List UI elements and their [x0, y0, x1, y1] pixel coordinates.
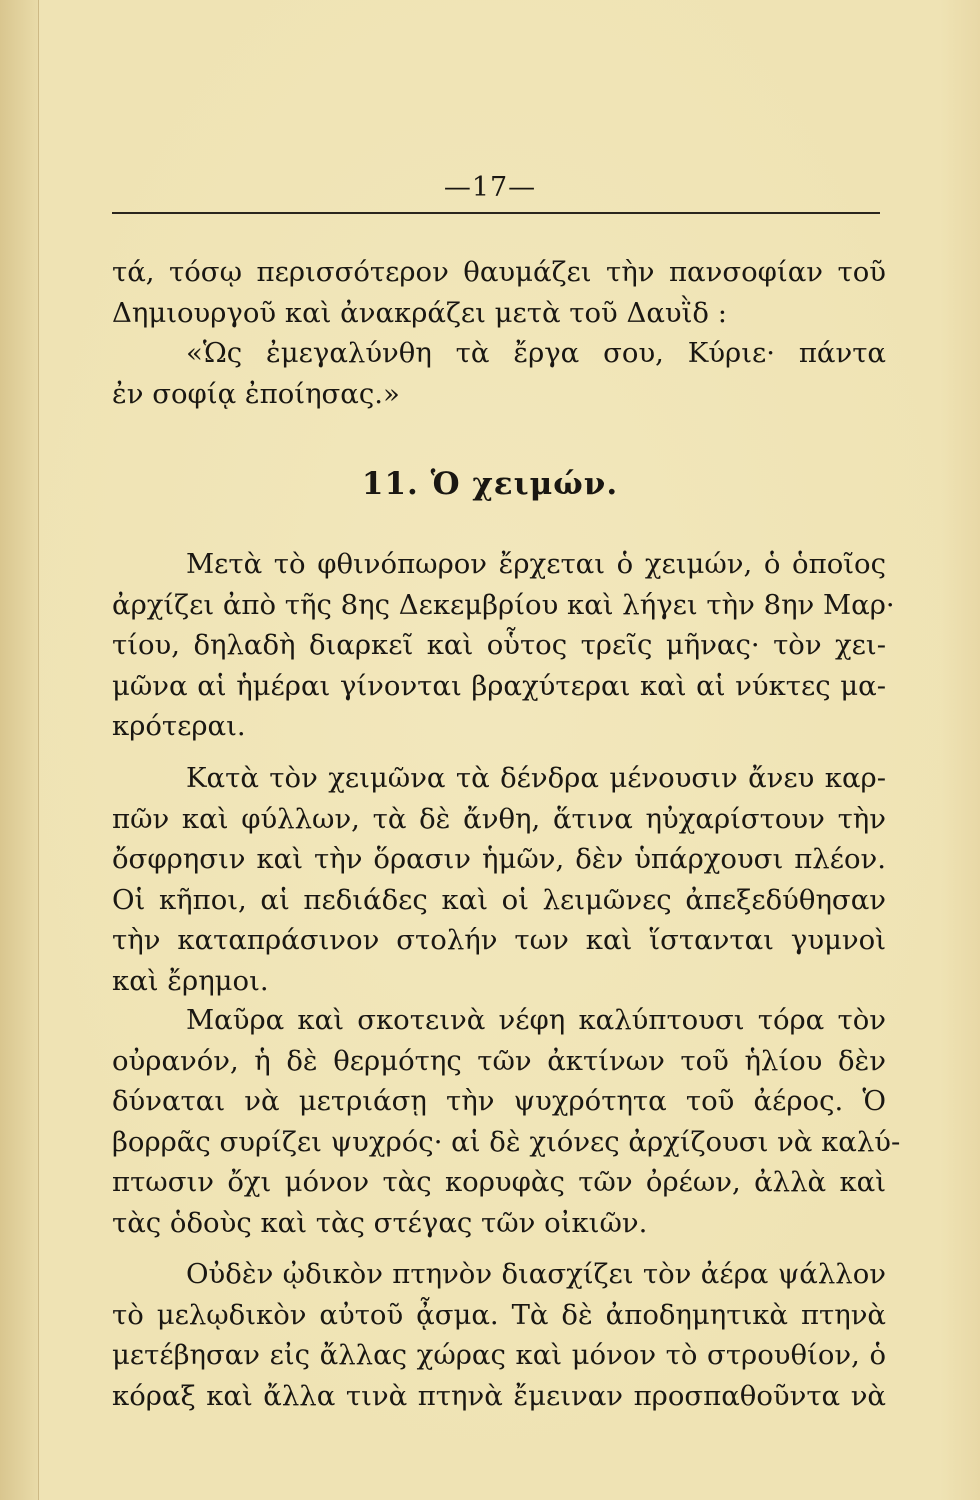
page-binding-edge	[0, 0, 39, 1500]
page-number: —17—	[443, 172, 537, 203]
text-line: Κατὰ τὸν χειμῶνα τὰ δένδρα μένουσιν ἄνευ καρ-	[186, 762, 886, 794]
paragraph-continuation	[112, 252, 886, 414]
text-line: καὶ ἔρημοι.	[112, 964, 269, 997]
text-line: ὄσφρησιν καὶ τὴν ὅρασιν ἡμῶν, δὲν ὑπάρχουσι πλέον.	[112, 843, 886, 875]
text-line: Δημιουργοῦ καὶ ἀνακράζει μετὰ τοῦ Δαυῒδ :	[112, 296, 727, 329]
text-line: μῶνα αἱ ἡμέραι γίνονται βραχύτεραι καὶ αἱ νύκτες μα-	[112, 669, 886, 702]
text-line: πτωσιν ὄχι μόνον τὰς κορυφὰς τῶν ὀρέων, ἀλλὰ καὶ	[112, 1166, 886, 1198]
text-line: τά, τόσῳ περισσότερον θαυμάζει τὴν πανσοφίαν τοῦ	[112, 256, 886, 288]
quote-line: ἐν σοφίᾳ ἐποίησας.»	[112, 377, 400, 410]
text-line: τὸ μελῳδικὸν αὐτοῦ ᾆσμα. Τὰ δὲ ἀποδημητικὰ πτηνὰ	[112, 1298, 886, 1331]
paragraph	[112, 1254, 886, 1416]
section-heading: 11. Ὁ χειμών.	[361, 466, 619, 502]
text-line: ἀρχίζει ἀπὸ τῆς 8ης Δεκεμβρίου καὶ λήγει τὴν 8ην Μαρ·	[112, 588, 895, 621]
text-line: βορρᾶς συρίζει ψυχρός· αἱ δὲ χιόνες ἀρχίζουσι νὰ καλύ-	[112, 1125, 901, 1158]
text-line: Οὐδὲν ᾠδικὸν πτηνὸν διασχίζει τὸν ἀέρα ψάλλον	[186, 1258, 886, 1290]
header-rule	[112, 212, 880, 214]
paragraph	[112, 758, 886, 1001]
text-line: Οἱ κῆποι, αἱ πεδιάδες καὶ οἱ λειμῶνες ἀπεξεδύθησαν	[112, 883, 886, 916]
text-line: τὰς ὁδοὺς καὶ τὰς στέγας τῶν οἰκιῶν.	[112, 1206, 648, 1239]
text-line: δύναται νὰ μετριάσῃ τὴν ψυχρότητα τοῦ ἀέρος. Ὁ	[112, 1085, 886, 1117]
text-line: κρότεραι.	[112, 710, 246, 742]
paragraph	[112, 1000, 901, 1243]
text-line: πῶν καὶ φύλλων, τὰ δὲ ἄνθη, ἅτινα ηὐχαρίστουν τὴν	[112, 802, 886, 835]
text-line: Μαῦρα καὶ σκοτεινὰ νέφη καλύπτουσι τόρα τὸν	[186, 1004, 886, 1036]
text-line: τὴν καταπράσινον στολήν των καὶ ἵστανται γυμνοὶ	[112, 924, 886, 956]
paragraph	[112, 544, 895, 747]
text-line: μετέβησαν εἰς ἄλλας χώρας καὶ μόνον τὸ στρουθίον, ὁ	[112, 1339, 886, 1371]
text-line: κόραξ καὶ ἄλλα τινὰ πτηνὰ ἔμειναν προσπαθοῦντα νὰ	[112, 1379, 886, 1412]
text-line: Μετὰ τὸ φθινόπωρον ἔρχεται ὁ χειμών, ὁ ὁποῖος	[186, 548, 886, 580]
text-line: οὐρανόν, ἡ δὲ θερμότης τῶν ἀκτίνων τοῦ ἡλίου δὲν	[112, 1044, 886, 1077]
quote-line: «Ὡς ἐμεγαλύνθη τὰ ἔργα σου, Κύριε· πάντα	[186, 337, 886, 369]
text-line: τίου, δηλαδὴ διαρκεῖ καὶ οὗτος τρεῖς μῆνας· τὸν χει-	[112, 629, 886, 661]
